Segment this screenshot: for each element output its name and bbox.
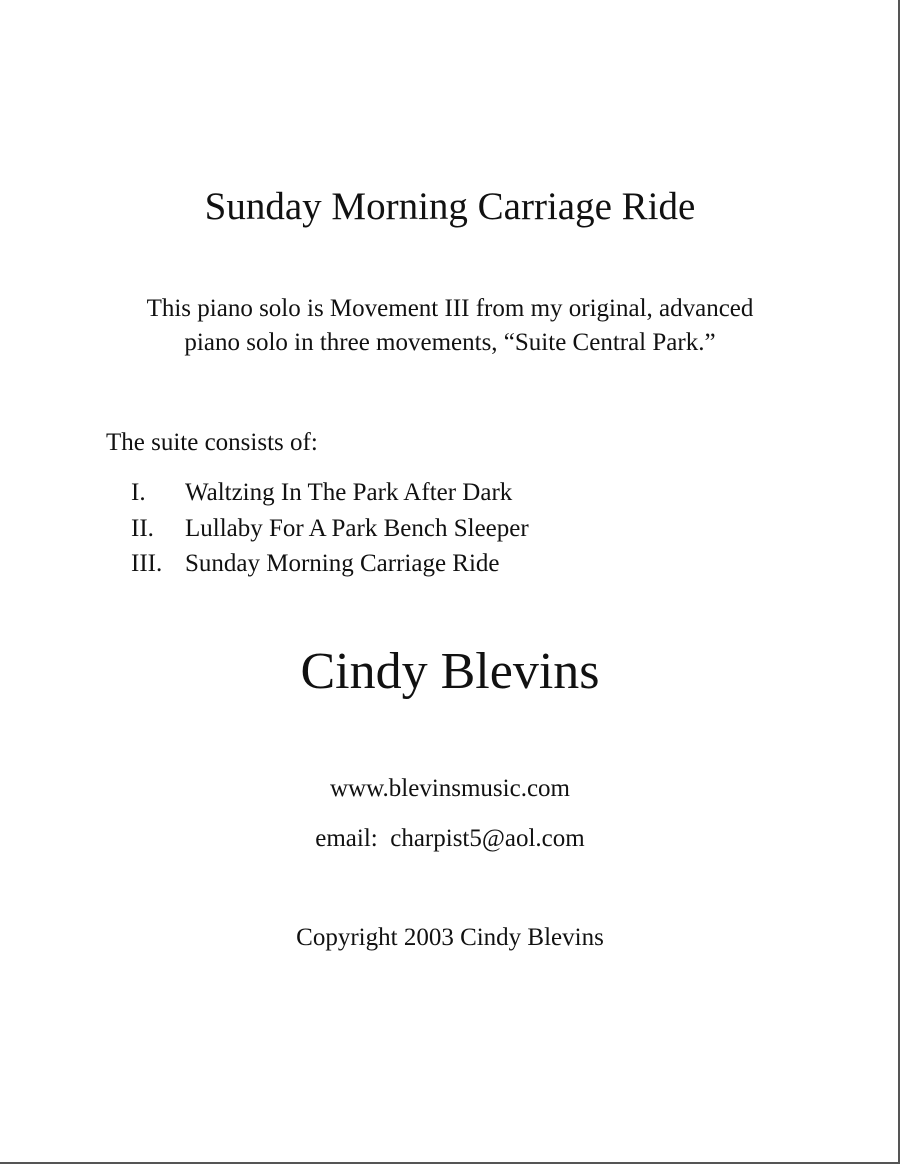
movement-item [131,548,529,584]
movement-name: Sunday Morning Carriage Ride [185,550,500,577]
website-link[interactable]: www.blevinsmusic.com [329,775,570,802]
suite-heading: The suite consists of: [106,429,318,456]
movement-numeral: I. [131,479,146,506]
movement-item [131,477,529,513]
copyright-notice: Copyright 2003 Cindy Blevins [296,924,604,951]
movement-name: Waltzing In The Park After Dark [185,479,513,506]
intro-line: This piano solo is Movement III from my original, advanced [146,295,754,322]
composer-name: Cindy Blevins [300,643,600,700]
document-title: Sunday Morning Carriage Ride [204,185,696,228]
movement-numeral: III. [131,550,163,577]
intro-line: piano solo in three movements, “Suite Central Park.” [184,329,716,356]
movement-numeral: II. [131,514,154,542]
movement-item [131,513,529,549]
email-address[interactable]: email: charpist5@aol.com [315,825,585,852]
movement-name: Lullaby For A Park Bench Sleeper [185,514,529,542]
movement-list [131,477,529,584]
intro-paragraph [0,292,900,360]
